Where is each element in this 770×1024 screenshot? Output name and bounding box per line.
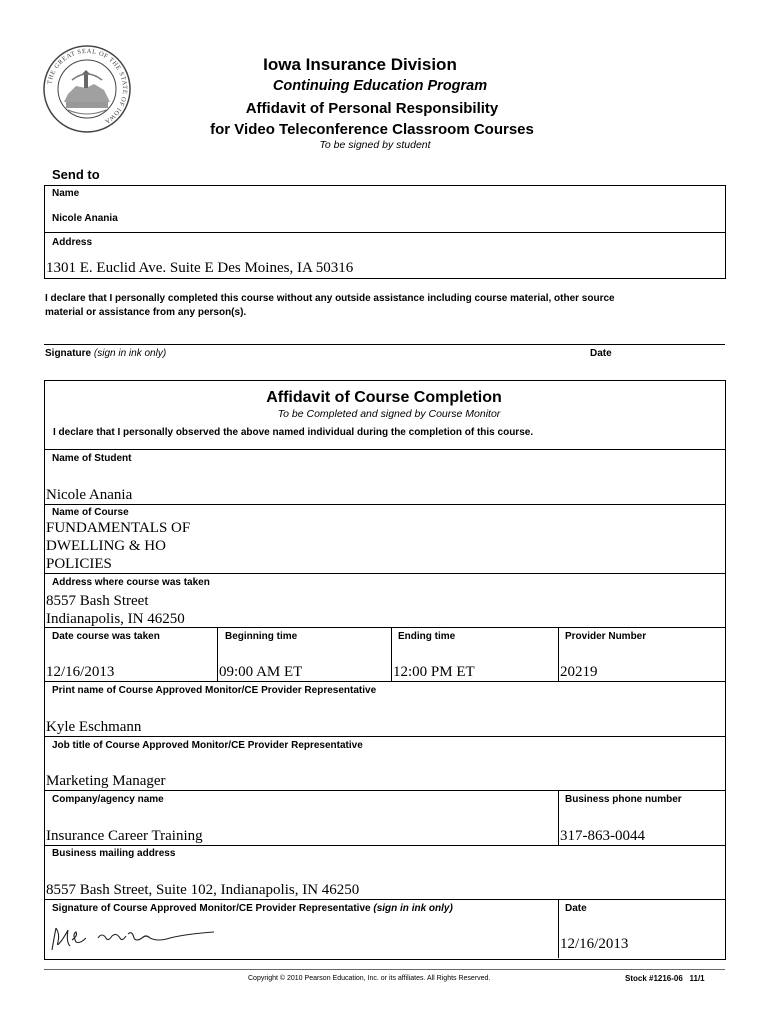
beginning-time-value[interactable]: 09:00 AM ET — [219, 664, 303, 680]
completion-subtitle: To be Completed and signed by Course Monitor — [277, 408, 501, 420]
seal-text: THE GREAT SEAL OF THE STATE OF IOWA — [46, 47, 129, 126]
signature-date-label: Date — [565, 903, 587, 914]
company-name-value[interactable]: Insurance Career Training — [46, 828, 203, 844]
ending-time-label: Ending time — [398, 631, 456, 642]
address-value[interactable]: 1301 E. Euclid Ave. Suite E Des Moines, IA 50316 — [46, 260, 354, 276]
agency-title: Iowa Insurance Division — [263, 55, 457, 74]
job-title-value[interactable]: Marketing Manager — [46, 773, 166, 789]
monitor-signature-label: Signature of Course Approved Monitor/CE Provider Representative — [52, 903, 371, 914]
beginning-time-label: Beginning time — [225, 631, 298, 642]
declaration-line2: material or assistance from any person(s). — [45, 307, 247, 318]
address-label: Address — [52, 237, 93, 248]
monitor-signature-label-row — [52, 903, 453, 914]
copyright-text: Copyright © 2010 Pearson Education, Inc. or its affiliates. All Rights Reserved. — [248, 975, 491, 982]
signature-note: (sign in ink only) — [93, 348, 167, 359]
course-date-value[interactable]: 12/16/2013 — [46, 664, 115, 680]
completion-title: Affidavit of Course Completion — [266, 389, 502, 406]
mailing-address-value[interactable]: 8557 Bash Street, Suite 102, Indianapolis, IN 46250 — [46, 882, 360, 898]
monitor-name-value[interactable]: Kyle Eschmann — [46, 719, 142, 735]
course-line-2: DWELLING & HO — [46, 538, 166, 554]
completion-box — [44, 380, 726, 960]
course-address-line-2: Indianapolis, IN 46250 — [46, 611, 185, 627]
mailing-address-label: Business mailing address — [52, 848, 176, 859]
signature-date-value[interactable]: 12/16/2013 — [560, 936, 629, 952]
send-to-heading: Send to — [52, 167, 100, 182]
completion-declaration: I declare that I personally observed the above named individual during the completion of this course. — [53, 427, 534, 438]
student-date-label: Date — [590, 348, 612, 359]
form-title-line1: Affidavit of Personal Responsibility — [245, 100, 499, 117]
name-value[interactable]: Nicole Anania — [52, 213, 118, 224]
course-date-label: Date course was taken — [52, 631, 160, 642]
ending-time-value[interactable]: 12:00 PM ET — [393, 664, 475, 680]
signed-by-note: To be signed by student — [319, 139, 431, 151]
student-name-label: Name of Student — [52, 453, 132, 464]
monitor-signature[interactable] — [46, 920, 226, 956]
business-phone-value[interactable]: 317-863-0044 — [560, 828, 645, 844]
student-name-value[interactable]: Nicole Anania — [46, 487, 133, 503]
course-address-label: Address where course was taken — [52, 577, 210, 588]
course-name-label: Name of Course — [52, 507, 129, 518]
course-address-line-1: 8557 Bash Street — [46, 593, 149, 609]
job-title-label: Job title of Course Approved Monitor/CE Provider Representative — [52, 740, 363, 751]
monitor-signature-note: (sign in ink only) — [373, 903, 453, 914]
course-line-1: FUNDAMENTALS OF — [46, 520, 191, 536]
business-phone-label: Business phone number — [565, 794, 682, 805]
course-address-value[interactable] — [46, 592, 185, 628]
provider-number-label: Provider Number — [565, 631, 647, 642]
monitor-name-label: Print name of Course Approved Monitor/CE Provider Representative — [52, 685, 377, 696]
form-title-line2: for Video Teleconference Classroom Courses — [210, 121, 534, 138]
program-title: Continuing Education Program — [272, 78, 488, 94]
provider-number-value[interactable]: 20219 — [560, 664, 598, 680]
stock-number: Stock #1216-06 11/1 — [625, 974, 705, 983]
company-name-label: Company/agency name — [52, 794, 164, 805]
course-line-3: POLICIES — [46, 556, 112, 572]
name-label: Name — [52, 188, 80, 199]
signature-label: Signature — [45, 348, 92, 359]
student-signature-field[interactable] — [45, 348, 166, 359]
course-name-value[interactable] — [46, 519, 190, 573]
declaration-line1: I declare that I personally completed this course without any outside assistance including course material, other source — [45, 293, 615, 304]
